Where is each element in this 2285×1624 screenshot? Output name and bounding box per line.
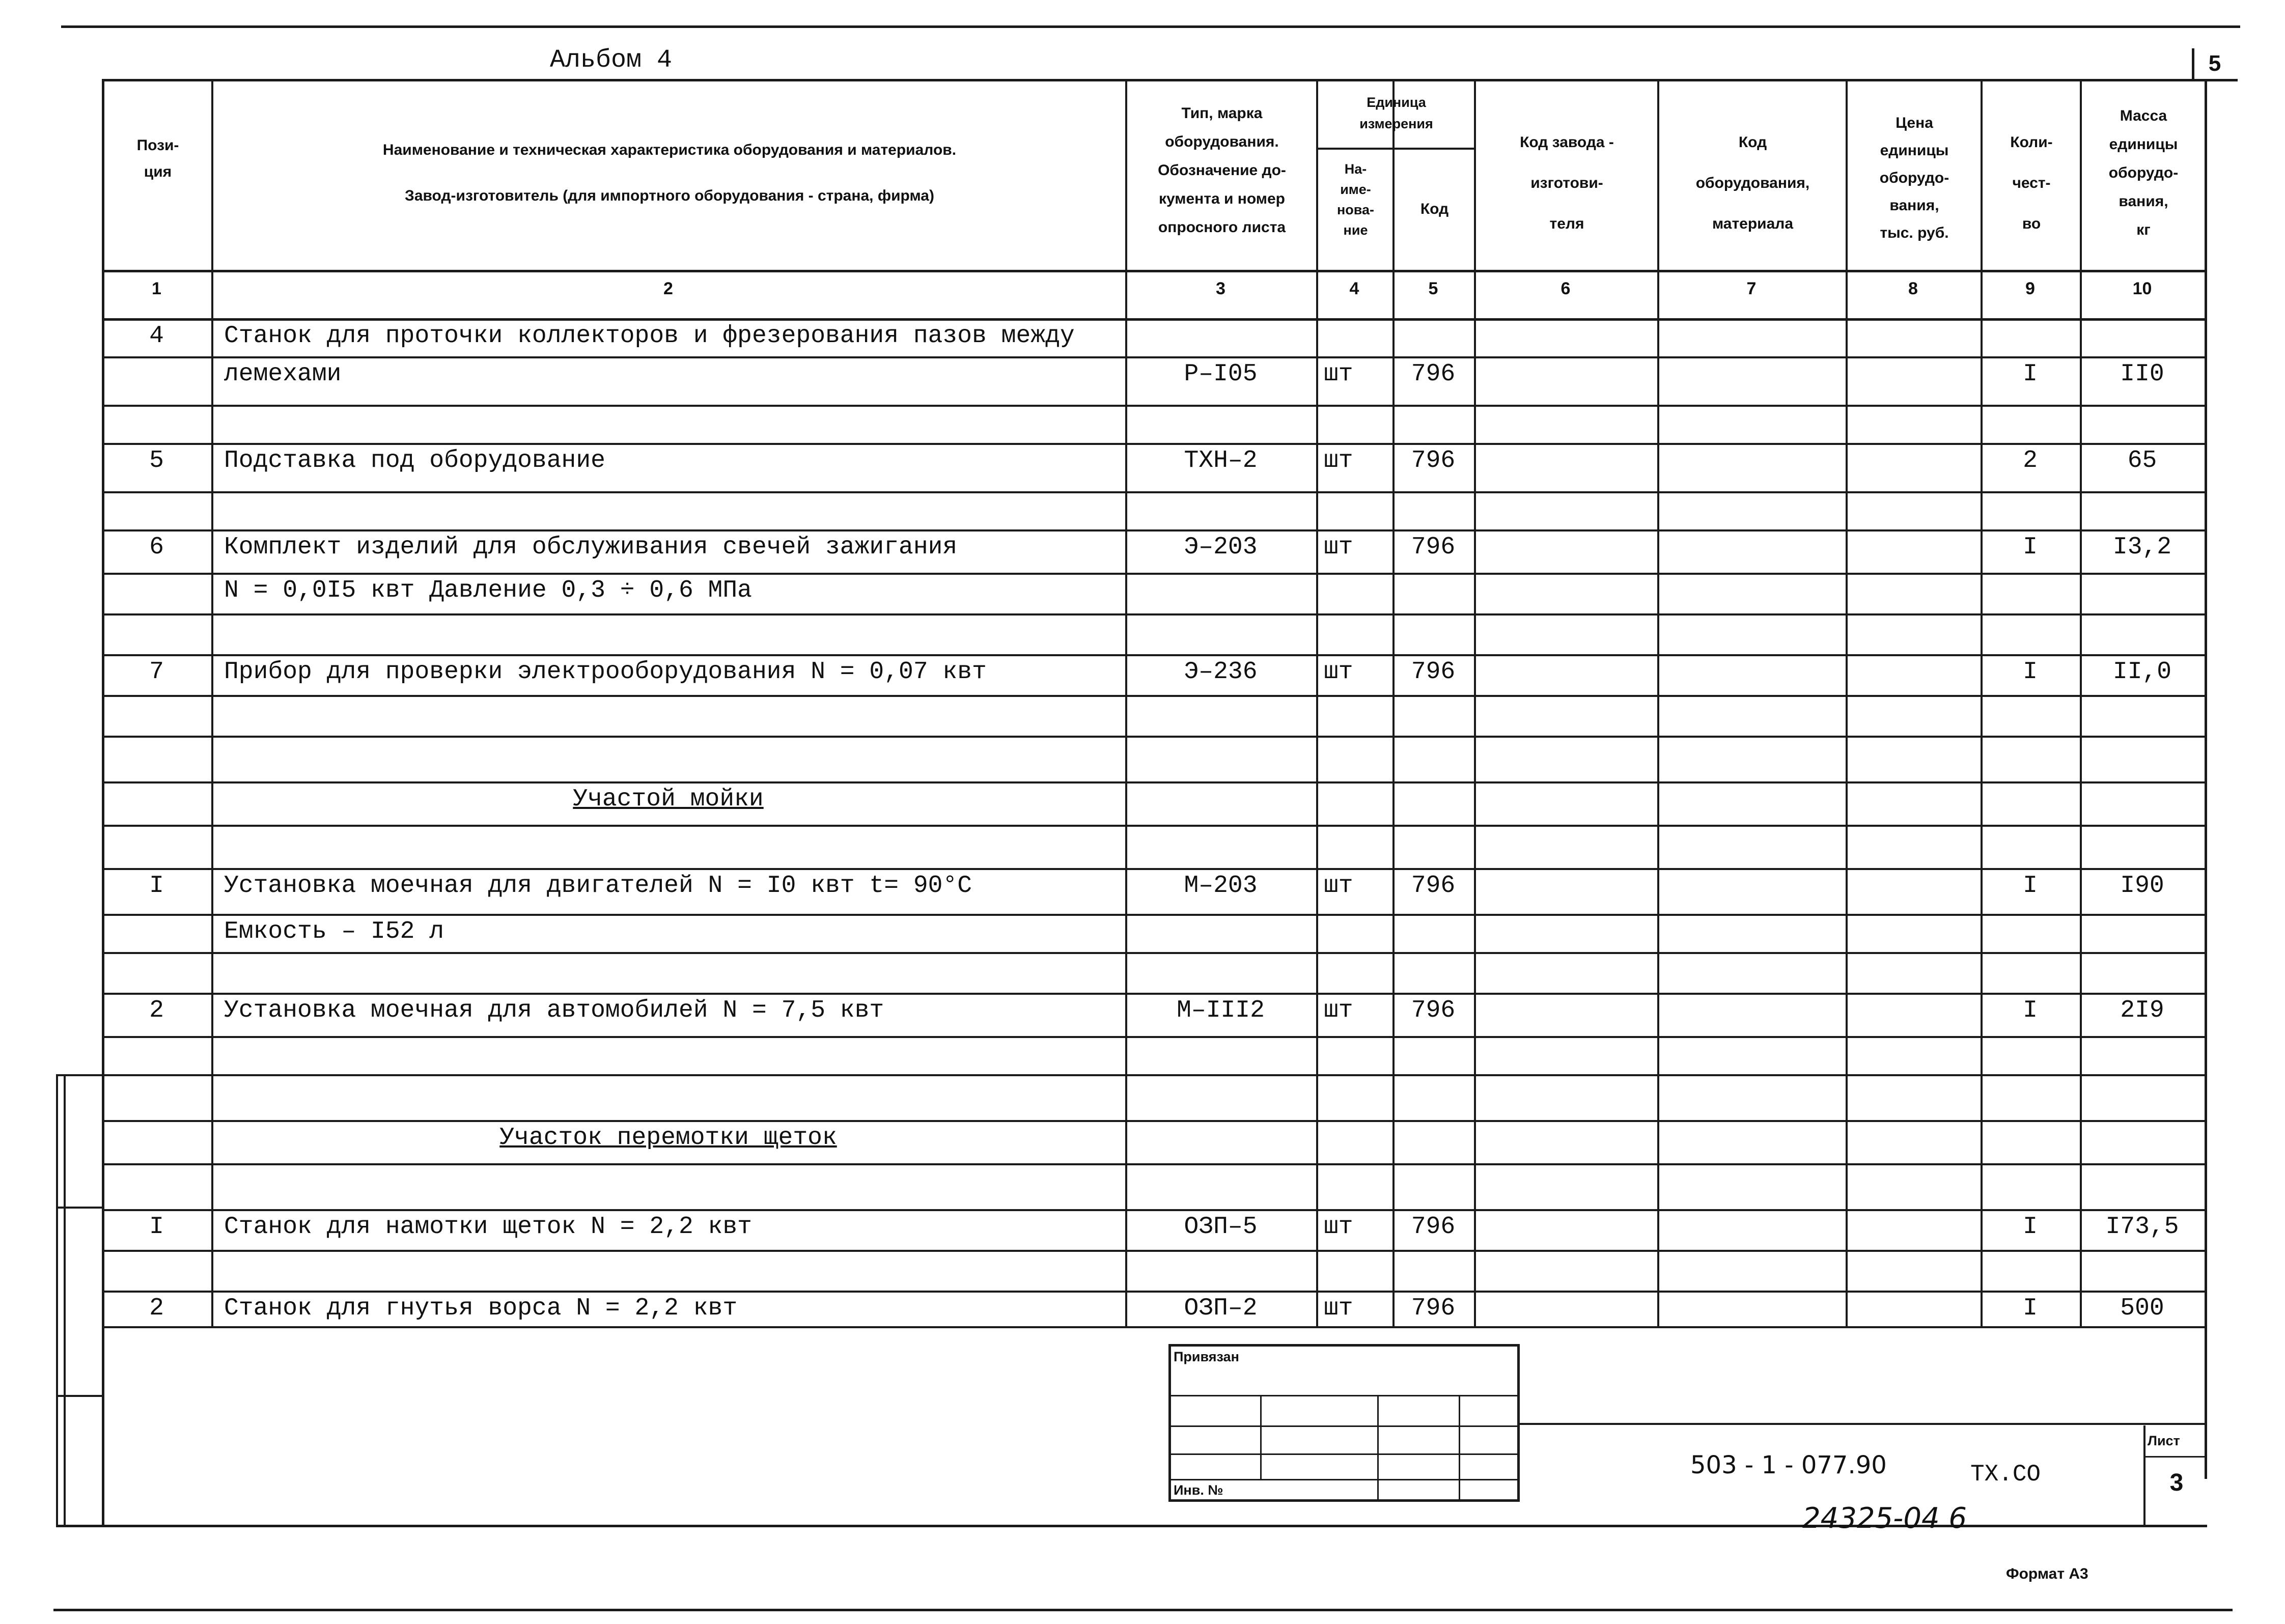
- stamp-v3: [1459, 1395, 1460, 1499]
- type-mark-cell: М–203: [1184, 872, 1258, 900]
- row-divider: [102, 491, 2205, 493]
- header-col1: Пози- ция: [136, 137, 179, 180]
- stamp-h4: [1168, 1479, 1520, 1480]
- type-mark-cell: М–III2: [1177, 997, 1265, 1024]
- equipment-name: Комплект изделий для обслуживания свечей зажигания: [224, 534, 958, 561]
- mass-cell: II0: [2120, 360, 2164, 388]
- column-number: 5: [1428, 279, 1438, 298]
- section-title: Участой мойки: [573, 786, 764, 813]
- stamp-v2: [1377, 1395, 1379, 1499]
- header-col2: Наименование и техническая характеристика оборудования и материалов. Завод-изготовитель (для импортного оборудования - страна, фирма): [382, 142, 957, 204]
- format-label: Формат А3: [2006, 1565, 2088, 1582]
- column-divider: [1125, 79, 1127, 1326]
- type-mark-cell: ОЗП–5: [1184, 1213, 1258, 1241]
- row-divider: [102, 868, 2205, 870]
- header-col4: На- име- нова- ние: [1336, 161, 1375, 238]
- column-number: 2: [663, 279, 673, 298]
- type-mark-cell: Э–203: [1184, 534, 1258, 561]
- quantity-cell: I: [2023, 1295, 2038, 1322]
- header-bottom-line: [102, 270, 2205, 272]
- row-divider: [102, 405, 2205, 407]
- binding-tick-2: [56, 1207, 102, 1209]
- stamp-top: [1168, 1344, 1520, 1347]
- mass-cell: 2I9: [2120, 997, 2164, 1024]
- sheet-box-divider: [2143, 1456, 2207, 1458]
- unit-name-cell: шт: [1324, 1295, 1353, 1322]
- row-divider: [102, 993, 2205, 995]
- table-top-line: [102, 79, 2238, 81]
- unit-code-cell: 796: [1411, 872, 1456, 900]
- position-cell: I: [149, 872, 164, 900]
- column-divider: [1981, 79, 1983, 1326]
- type-mark-cell: Э–236: [1184, 658, 1258, 686]
- row-divider: [102, 356, 2205, 358]
- document-mark: ТХ.СО: [1970, 1461, 2041, 1488]
- unit-code-cell: 796: [1411, 447, 1456, 474]
- mass-cell: II,0: [2112, 658, 2172, 686]
- unit-group-divider: [1316, 148, 1474, 150]
- column-divider: [2080, 79, 2082, 1326]
- position-cell: 2: [149, 1295, 164, 1322]
- position-cell: 2: [149, 997, 164, 1024]
- type-mark-cell: Р–I05: [1184, 360, 1258, 388]
- title-block-top: [1517, 1423, 2207, 1425]
- header-col10: Масса единицы оборудо- вания, кг: [2108, 107, 2179, 238]
- row-divider: [102, 613, 2205, 615]
- numbers-bottom-line: [102, 318, 2205, 321]
- header-col8: Цена единицы оборудо- вания, тыс. руб.: [1879, 115, 1949, 241]
- album-title: Альбом 4: [550, 46, 673, 75]
- position-cell: 6: [149, 534, 164, 561]
- equipment-name: Станок для проточки коллекторов и фрезерования пазов между: [224, 322, 1075, 350]
- row-divider: [102, 1163, 2205, 1165]
- row-divider: [102, 952, 2205, 954]
- unit-name-cell: шт: [1324, 997, 1353, 1024]
- quantity-cell: I: [2023, 872, 2038, 900]
- position-cell: 4: [149, 322, 164, 350]
- header-col3: Тип, марка оборудования. Обозначение до- кумента и номер опросного листа: [1158, 105, 1286, 236]
- unit-name-cell: шт: [1324, 447, 1353, 474]
- stamp-bottom: [1168, 1499, 1520, 1502]
- row-divider: [102, 654, 2205, 656]
- document-code: 503 - 1 - 077.90: [1690, 1451, 1887, 1479]
- row-divider: [102, 1120, 2205, 1122]
- row-divider: [102, 1074, 2205, 1076]
- page-number: 5: [2208, 51, 2221, 76]
- row-divider: [102, 573, 2205, 575]
- sheet-number: 3: [2169, 1469, 2184, 1496]
- mass-cell: I3,2: [2112, 534, 2172, 561]
- position-cell: 5: [149, 447, 164, 474]
- column-divider: [1316, 79, 1318, 1326]
- binding-strip-right: [64, 1074, 66, 1527]
- unit-name-cell: шт: [1324, 360, 1353, 388]
- row-divider: [102, 1291, 2205, 1293]
- row-divider: [102, 825, 2205, 827]
- quantity-cell: I: [2023, 360, 2038, 388]
- stamp-left: [1168, 1344, 1171, 1502]
- row-divider: [102, 1326, 2205, 1328]
- equipment-name: Емкость – I52 л: [224, 918, 444, 945]
- header-col5: Код: [1420, 201, 1449, 217]
- equipment-name: Станок для намотки щеток N = 2,2 квт: [224, 1213, 752, 1241]
- column-divider: [1846, 79, 1848, 1326]
- row-divider: [102, 1209, 2205, 1211]
- unit-code-cell: 796: [1411, 1295, 1456, 1322]
- mass-cell: I90: [2120, 872, 2164, 900]
- quantity-cell: I: [2023, 658, 2038, 686]
- column-divider: [1657, 79, 1659, 1326]
- column-number: 8: [1908, 279, 1918, 298]
- column-number: 1: [152, 279, 161, 298]
- quantity-cell: I: [2023, 997, 2038, 1024]
- mass-cell: 65: [2127, 447, 2157, 474]
- unit-code-cell: 796: [1411, 658, 1456, 686]
- column-number: 7: [1746, 279, 1757, 298]
- binding-strip-left: [56, 1074, 58, 1527]
- equipment-name: Прибор для проверки электрооборудования N = 0,07 квт: [224, 658, 987, 686]
- binding-tick-1: [56, 1074, 102, 1076]
- stamp-v1: [1260, 1395, 1262, 1479]
- type-mark-cell: ОЗП–2: [1184, 1295, 1258, 1322]
- handwritten-number: 24325-04 6: [1802, 1502, 1967, 1535]
- row-divider: [102, 736, 2205, 738]
- header-col6: Код завода - изготови- теля: [1520, 134, 1614, 232]
- sheet-box-left: [2143, 1425, 2145, 1525]
- mass-cell: 500: [2120, 1295, 2164, 1322]
- unit-code-cell: 796: [1411, 997, 1456, 1024]
- header-unit-group: Единица измерения: [1359, 95, 1433, 131]
- type-mark-cell: ТХН–2: [1184, 447, 1258, 474]
- stamp-h1: [1168, 1395, 1520, 1396]
- column-divider: [1392, 79, 1395, 1326]
- quantity-cell: 2: [2023, 447, 2038, 474]
- column-divider: [1474, 79, 1476, 1326]
- inv-number-label: Инв. №: [1174, 1482, 1223, 1498]
- position-cell: 7: [149, 658, 164, 686]
- bottom-border-line: [53, 1609, 2233, 1611]
- sheet-label: Лист: [2148, 1433, 2180, 1448]
- unit-code-cell: 796: [1411, 534, 1456, 561]
- row-divider: [102, 529, 2205, 531]
- equipment-name: Установка моечная для автомобилей N = 7,5 квт: [224, 997, 884, 1024]
- unit-name-cell: шт: [1324, 1213, 1353, 1241]
- row-divider: [102, 781, 2205, 783]
- row-divider: [102, 443, 2205, 445]
- row-divider: [102, 1250, 2205, 1252]
- column-number: 4: [1349, 279, 1359, 298]
- header-col7: Код оборудования, материала: [1695, 134, 1810, 232]
- row-divider: [102, 1036, 2205, 1038]
- equipment-name: Станок для гнутья ворса N = 2,2 квт: [224, 1295, 738, 1322]
- unit-name-cell: шт: [1324, 534, 1353, 561]
- section-title: Участок перемотки щеток: [499, 1124, 837, 1152]
- header-col9: Коли- чест- во: [2010, 134, 2053, 232]
- unit-name-cell: шт: [1324, 872, 1353, 900]
- binding-tick-3: [56, 1395, 102, 1397]
- column-number: 10: [2132, 279, 2152, 298]
- top-border-line: [61, 25, 2240, 28]
- stamp-h2: [1168, 1425, 1520, 1427]
- privyazan-label: Привязан: [1174, 1349, 1239, 1364]
- equipment-name: N = 0,0I5 квт Давление 0,3 ÷ 0,6 МПа: [224, 577, 752, 604]
- row-divider: [102, 695, 2205, 697]
- unit-code-cell: 796: [1411, 360, 1456, 388]
- position-cell: I: [149, 1213, 164, 1241]
- equipment-name: Подставка под оборудование: [224, 447, 605, 474]
- row-divider: [102, 914, 2205, 916]
- column-number: 9: [2025, 279, 2035, 298]
- unit-code-cell: 796: [1411, 1213, 1456, 1241]
- column-number: 3: [1216, 279, 1225, 298]
- column-number: 6: [1561, 279, 1571, 298]
- equipment-name: Установка моечная для двигателей N = I0 квт t= 90°C: [224, 872, 972, 900]
- quantity-cell: I: [2023, 534, 2038, 561]
- unit-name-cell: шт: [1324, 658, 1353, 686]
- stamp-h3: [1168, 1453, 1520, 1455]
- quantity-cell: I: [2023, 1213, 2038, 1241]
- mass-cell: I73,5: [2105, 1213, 2179, 1241]
- table-right-border: [2205, 79, 2207, 1479]
- equipment-name: лемехами: [224, 360, 342, 388]
